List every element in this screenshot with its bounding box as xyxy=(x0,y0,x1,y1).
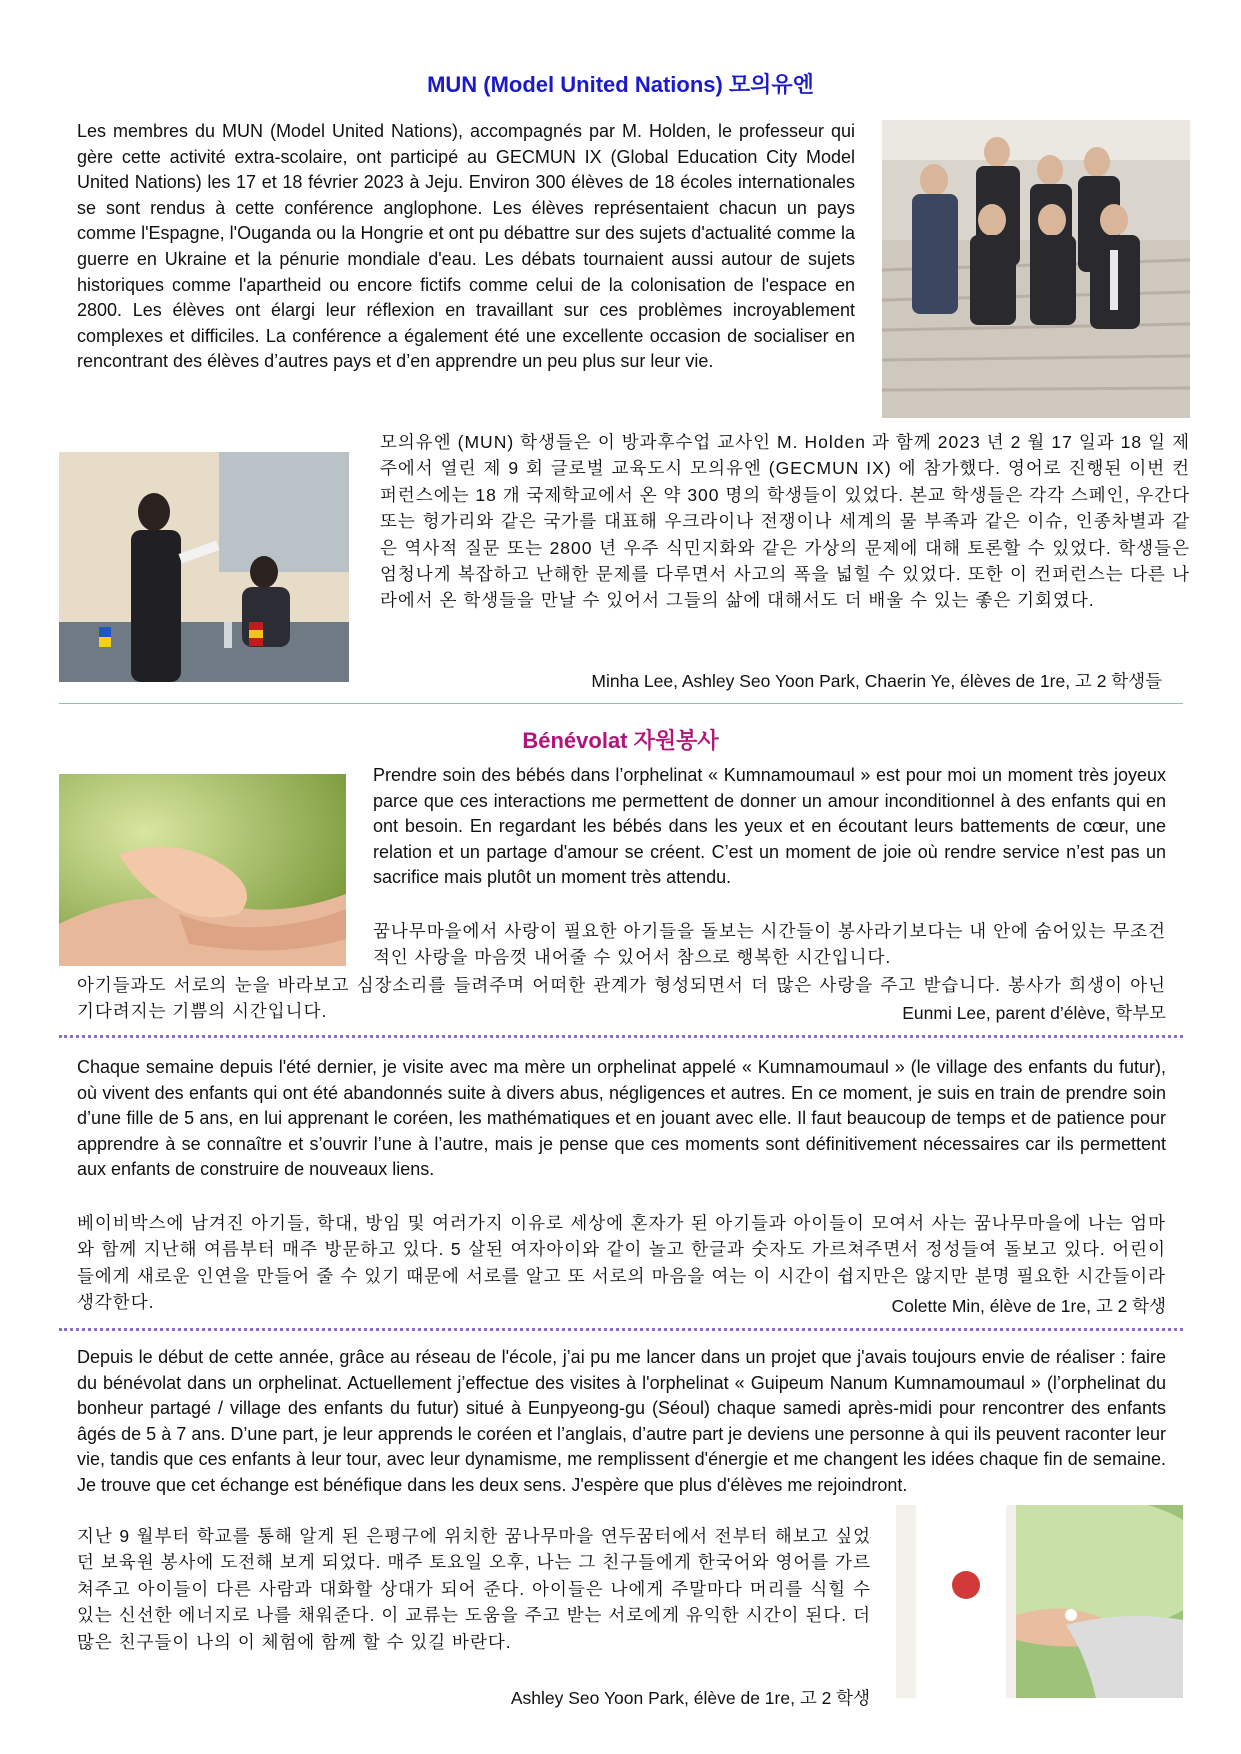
benevolat-entry1-signature: Eunmi Lee, parent d’élève, 학부모 xyxy=(902,1003,1166,1023)
benevolat-entry2-text-fr: Chaque semaine depuis l'été dernier, je visite avec ma mère un orphelinat appelé « Kumnamoumaul » (le village des enfants du futur), où vivent des enfants qui ont été abandonnés suite à divers abus, négligences et autres. En ce moment, je suis en train de prendre soin d’une fille de 5 ans, en lui apprenant le coréen, les mathématiques et en jouant avec elle. Il faut beaucoup de temps et de patience pour apprendre à se connaître et s’ouvrir l’une à l’autre, mais je pense que ces moments sont définitivement nécessaires car ils permettent aux enfants de construire de nouveaux liens. xyxy=(77,1057,1166,1180)
mun-conference-photo xyxy=(59,452,349,682)
benevolat-entry3-signature: Ashley Seo Yoon Park, élève de 1re, 고 2 학생 xyxy=(510,1688,870,1708)
benevolat-entry3-text-fr: Depuis le début de cette année, grâce au réseau de l'école, j’ai pu me lancer dans un projet que j'avais toujours envie de réaliser : faire du bénévolat dans un orphelinat. Actuellement j’effectue des visites à l'orphelinat « Guipeum Nanum Kumnamoumaul » (l’orphelinat du bonheur partagé / village des enfants du futur) situé à Eunpyeong-gu (Séoul) chaque samedi après-midi pour rencontrer des enfants âgés de 5 à 7 ans. D’une part, je leur apprends le coréen et l’anglais, d’autre part je deviens une personne à qui ils peuvent raconter leur vie, tandis que ces enfants à leur tour, avec leur dynamisme, me remplissent d'énergie et me changent les idées chaque fin de semaine. Je trouve que cet échange est bénéfique dans les deux sens. J'espère que plus d'élèves me rejoindront. xyxy=(77,1347,1166,1495)
benevolat-entry2-text-ko: 베이비박스에 남겨진 아기들, 학대, 방임 및 여러가지 이유로 세상에 혼자가 된 아기들과 아이들이 모여서 사는 꿈나무마을에 나는 엄마와 함께 지난해 여름부터 매주 방문하고 있다. 5 살된 여자아이와 같이 놀고 한글과 숫자도 가르쳐주면서 정성들여 돌보고 있다. 어린이들에게 새로운 인연을 만들어 줄 수 있기 때문에 서로를 알고 또 서로의 마음을 여는 이 시간이 쉽지만은 않지만 분명 필요한 시간들이라 생각한다. xyxy=(77,1213,1166,1313)
mun-title: MUN (Model United Nations) 모의유엔 xyxy=(427,72,814,97)
benevolat-entry1-text-ko-b: 아기들과도 서로의 눈을 바라보고 심장소리를 들려주며 어떠한 관계가 형성되면서 더 많은 사랑을 주고 받습니다. 봉사가 희생이 아닌 기다려지는 기쁨의 시간입니다. xyxy=(77,975,1166,1022)
dotted-divider xyxy=(59,1328,1183,1331)
benevolat-entry1-text-fr: Prendre soin des bébés dans l’orphelinat « Kumnamoumaul » est pour moi un moment très joyeux parce que ces interactions me permettent de donner un amour inconditionnel à des enfants qui en ont besoin. En regardant les bébés dans les yeux et en écoutant leurs battements de cœur, une relation et un partage d'amour se créent. C’est un moment de joie où rendre service n’est pas un sacrifice mais plutôt un moment très attendu. xyxy=(373,765,1166,888)
mun-text-fr: Les membres du MUN (Model United Nations), accompagnés par M. Holden, le professeur qui gère cette activité extra-scolaire, ont participé au GECMUN IX (Global Education City Model United Nations) les 17 et 18 février 2023 à Jeju. Environ 300 élèves de 18 écoles internationales se sont rendus à cette conférence anglophone. Les élèves représentaient chacun un pays comme l'Espagne, l'Ouganda ou la Hongrie et ont pu débattre sur des sujets d'actualité comme la guerre en Ukraine et la pénurie mondiale d'eau. Les débats tournaient aussi autour de sujets historiques comme l'apartheid ou encore fictifs comme celui de la colonisation de l'espace en 2800. Les élèves ont élargi leur réflexion en travaillant sur ces problèmes incroyablement complexes et difficiles. La conférence a également été une excellente occasion de socialiser en rencontrant des élèves d’autres pays et d’en apprendre un peu plus sur leur vie. xyxy=(77,121,855,372)
dotted-divider xyxy=(59,1035,1183,1038)
mun-signature: Minha Lee, Ashley Seo Yoon Park, Chaerin Ye, élèves de 1re, 고 2 학생들 xyxy=(591,671,1162,691)
benevolat-entry1-text-ko-a: 꿈나무마을에서 사랑이 필요한 아기들을 돌보는 시간들이 봉사라기보다는 내 안에 숨어있는 무조건적인 사랑을 마음껏 내어줄 수 있어서 참으로 행복한 시간입니다. xyxy=(373,921,1166,968)
child-hands-photo xyxy=(896,1505,1183,1698)
benevolat-entry3-text-ko: 지난 9 월부터 학교를 통해 알게 된 은평구에 위치한 꿈나무마을 연두꿈터에서 전부터 해보고 싶었던 보육원 봉사에 도전해 보게 되었다. 매주 토요일 오후, 나는 그 친구들에게 한국어와 영어를 가르쳐주고 아이들이 다른 사람과 대화할 상대가 되어 준다. 아이들은 나에게 주말마다 머리를 식힐 수 있는 신선한 에너지로 나를 채워준다. 이 교류는 도움을 주고 받는 서로에게 유익한 시간이 된다. 더 많은 친구들이 나의 이 체험에 함께 할 수 있길 바란다. xyxy=(77,1526,871,1652)
benevolat-entry2-signature: Colette Min, élève de 1re, 고 2 학생 xyxy=(891,1296,1166,1316)
mun-text-ko: 모의유엔 (MUN) 학생들은 이 방과후수업 교사인 M. Holden 과 함께 2023 년 2 월 17 일과 18 일 제주에서 열린 제 9 회 글로벌 교육도시 모의유엔 (GECMUN IX) 에 참가했다. 영어로 진행된 이번 컨퍼런스에는 18 개 국제학교에서 온 약 300 명의 학생들이 있었다. 본교 학생들은 각각 스페인, 우간다 또는 헝가리와 같은 국가를 대표해 우크라이나 전쟁이나 세계의 물 부족과 같은 이슈, 인종차별과 같은 역사적 질문 또는 2800 년 우주 식민지화와 같은 가상의 문제에 대해 토론할 수 있었다. 학생들은 엄청나게 복잡하고 난해한 문제를 다루면서 사고의 폭을 넓힐 수 있었다. 또한 이 컨퍼런스는 다른 나라에서 온 학생들을 만날 수 있어서 그들의 삶에 대해서도 더 배울 수 있는 좋은 기회였다. xyxy=(380,432,1190,611)
hands-photo xyxy=(59,774,346,966)
mun-group-photo xyxy=(882,120,1190,418)
benevolat-title: Bénévolat 자원봉사 xyxy=(522,728,719,753)
section-divider xyxy=(59,703,1183,704)
